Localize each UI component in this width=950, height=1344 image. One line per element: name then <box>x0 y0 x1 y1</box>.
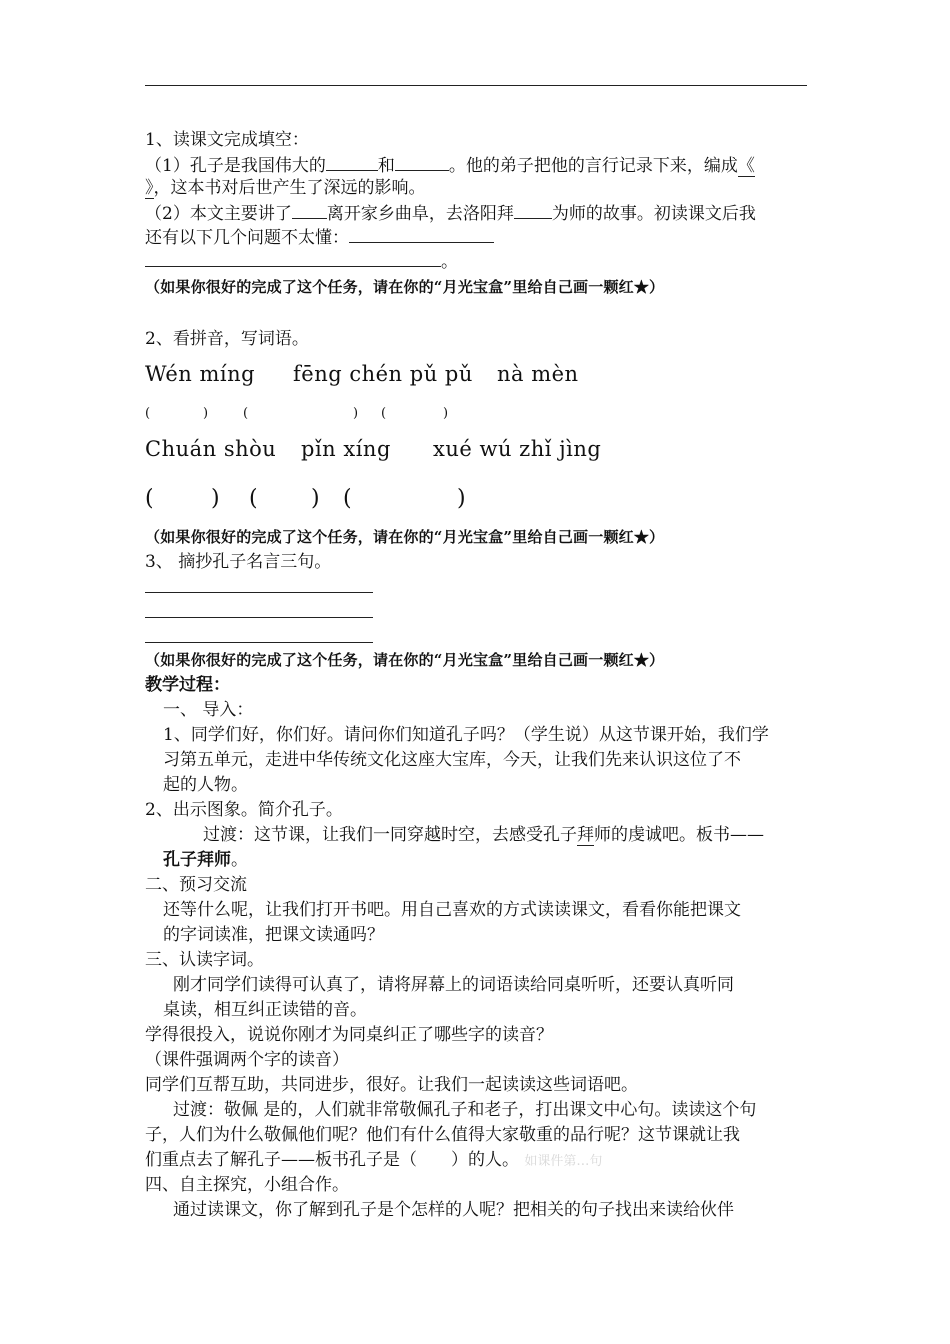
s1-p1-line2: 习第五单元，走进中华传统文化这座大宝库，今天，让我们先来认识这位了不 <box>163 750 741 770</box>
section3-heading: 3、 摘抄孔子名言三句。 <box>145 552 332 572</box>
s3-line3: 学得很投入，说说你刚才为同桌纠正了哪些字的读音？ <box>145 1025 553 1045</box>
section2-note: （如果你很好的完成了这个任务，请在你的“月光宝盒”里给自己画一颗红★） <box>145 528 665 546</box>
quote-line-3[interactable] <box>145 642 373 643</box>
blank-6[interactable] <box>145 248 441 267</box>
s3-line6: 过渡：敬佩 是的，人们就非常敬佩孔子和老子，打出课文中心句。读读这个句 <box>173 1100 757 1120</box>
pinyin-wenming: Wén míng <box>145 362 256 386</box>
answer-parens-row-2: ( ) ( ) ( ) <box>145 486 466 511</box>
s3-line2: 桌读，相互纠正读错的音。 <box>163 1000 367 1020</box>
quote-line-1[interactable] <box>145 592 373 593</box>
s4-title: 四、自主探究，小组合作。 <box>145 1175 349 1195</box>
process-title: 教学过程： <box>145 675 230 695</box>
blank-1[interactable] <box>326 152 378 171</box>
faded-annotation: 如课件第…句 <box>524 1154 603 1169</box>
s1-board: 孔子拜师。 <box>163 850 248 870</box>
section2-heading: 2、看拼音，写词语。 <box>145 329 309 349</box>
pinyin-fengchenpupu: fēng chén pǔ pǔ <box>293 362 473 386</box>
section1-heading: 1、读课文完成填空： <box>145 130 309 150</box>
s1-p2: 2、出示图象。简介孔子。 <box>145 800 343 820</box>
s1-p1-line1: 1、同学们好，你们好。请问你们知道孔子吗？（学生说）从这节课开始，我们学 <box>163 725 769 745</box>
s2-line1: 还等什么呢，让我们打开书吧。用自己喜欢的方式读读课文，看看你能把课文 <box>163 900 741 920</box>
s1-p1-line3: 起的人物。 <box>163 775 248 795</box>
pinyin-row-1 <box>145 360 795 388</box>
pinyin-chuanshou: Chuán shòu <box>145 437 277 461</box>
s3-title: 三、认读字词。 <box>145 950 264 970</box>
section1-q2-line2: 还有以下几个问题不太懂： <box>145 224 494 250</box>
pinyin-pinxing: pǐn xíng <box>301 437 391 461</box>
answer-parens-row-1: ( ) ( ) ( ) <box>145 406 449 421</box>
pinyin-row-2 <box>145 435 795 463</box>
blank-3[interactable] <box>292 200 327 219</box>
header-rule <box>145 85 807 86</box>
s4-line1: 通过读课文，你了解到孔子是个怎样的人呢？把相关的句子找出来读给伙伴 <box>173 1200 734 1220</box>
section1-q1-line2: 》，这本书对后世产生了深远的影响。 <box>145 178 426 198</box>
blank-5[interactable] <box>349 224 494 243</box>
blank-2[interactable] <box>395 152 449 171</box>
s3-line7: 子，人们为什么敬佩他们呢？他们有什么值得大家敬重的品行呢？这节课就让我 <box>145 1125 740 1145</box>
s3-line1: 刚才同学们读得可认真了，请将屏幕上的词语读给同桌听听，还要认真听同 <box>173 975 734 995</box>
s1-transition: 过渡：这节课，让我们一同穿越时空，去感受孔子拜师的虔诚吧。板书—— <box>203 825 764 845</box>
blank-4[interactable] <box>514 200 552 219</box>
s2-title: 二、预习交流 <box>145 875 247 895</box>
section1-q2-line1: （2）本文主要讲了 离开家乡曲阜，去洛阳拜 为师的故事。初读课文后我 <box>145 200 756 226</box>
s3-line5: 同学们互帮互助，共同进步，很好。让我们一起读读这些词语吧。 <box>145 1075 638 1095</box>
section3-note: （如果你很好的完成了这个任务，请在你的“月光宝盒”里给自己画一颗红★） <box>145 651 665 669</box>
s1-title: 一、 导入： <box>163 700 254 720</box>
section1-q1-line1: （1）孔子是我国伟大的 和 。他的弟子把他的言行记录下来，编成《 <box>145 152 755 178</box>
pinyin-xuewuzhijing: xué wú zhǐ jìng <box>433 437 602 461</box>
section1-note: （如果你很好的完成了这个任务，请在你的“月光宝盒”里给自己画一颗红★） <box>145 278 665 296</box>
s3-line4: （课件强调两个字的读音） <box>145 1050 349 1070</box>
s2-line2: 的字词读准，把课文读通吗？ <box>163 925 384 945</box>
s3-line8: 们重点去了解孔子——板书孔子是（ ）的人。 如课件第…句 <box>145 1150 603 1170</box>
pinyin-namen: nà mèn <box>497 362 579 386</box>
quote-line-2[interactable] <box>145 617 373 618</box>
section1-q2-line3: 。 <box>145 248 458 274</box>
